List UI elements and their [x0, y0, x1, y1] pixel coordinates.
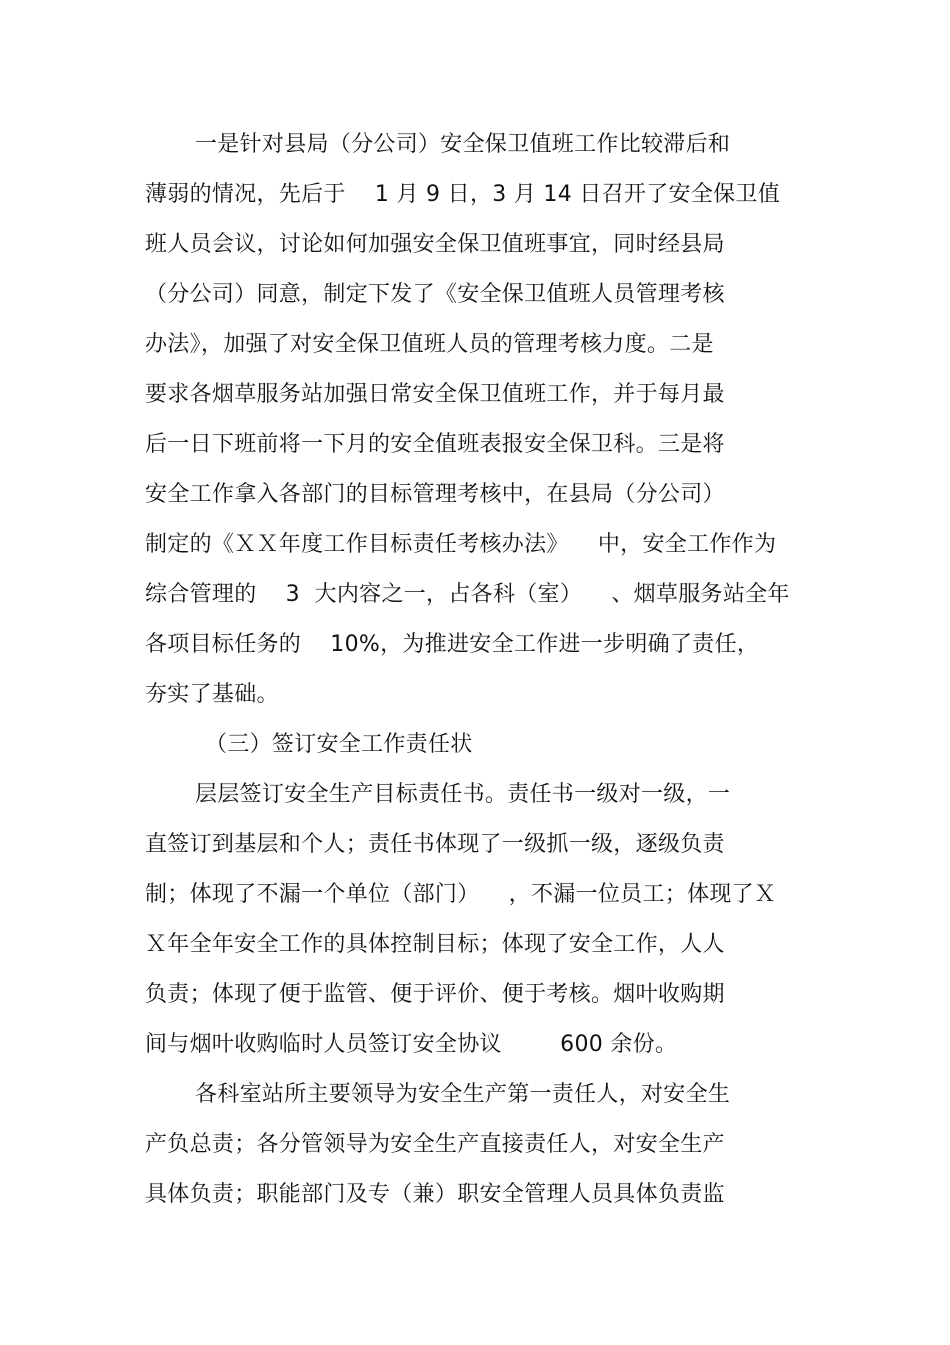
- paragraph-line-15: 直签订到基层和个人；责任书体现了一级抓一级，逐级负责: [145, 832, 725, 857]
- section-heading: （三）签订安全工作责任状: [205, 732, 473, 757]
- paragraph-line-21: 产负总责；各分管领导为安全生产直接责任人，对安全生产: [145, 1132, 725, 1157]
- paragraph-line-10: 综合管理的 3 大内容之一，占各科（室） 、烟草服务站全年: [145, 582, 790, 607]
- paragraph-line-6: 要求各烟草服务站加强日常安全保卫值班工作，并于每月最: [145, 382, 725, 407]
- paragraph-line-22: 具体负责；职能部门及专（兼）职安全管理人员具体负责监: [145, 1182, 725, 1207]
- paragraph-line-3: 班人员会议，讨论如何加强安全保卫值班事宜，同时经县局: [145, 232, 725, 257]
- paragraph-line-14: 层层签订安全生产目标责任书。责任书一级对一级，一: [195, 782, 731, 807]
- paragraph-line-7: 后一日下班前将一下月的安全值班表报安全保卫科。三是将: [145, 432, 725, 457]
- paragraph-line-20: 各科室站所主要领导为安全生产第一责任人，对安全生: [195, 1082, 731, 1107]
- paragraph-line-18: 负责；体现了便于监管、便于评价、便于考核。烟叶收购期: [145, 982, 725, 1007]
- paragraph-line-1: 一是针对县局（分公司）安全保卫值班工作比较滞后和: [195, 132, 731, 157]
- paragraph-line-17: Ｘ年全年安全工作的具体控制目标；体现了安全工作，人人: [145, 932, 725, 957]
- paragraph-line-11: 各项目标任务的 10%，为推进安全工作进一步明确了责任，: [145, 632, 760, 657]
- paragraph-line-16: 制；体现了不漏一个单位（部门） ，不漏一位员工；体现了Ｘ: [145, 882, 777, 907]
- paragraph-line-4: （分公司）同意，制定下发了《安全保卫值班人员管理考核: [145, 282, 725, 307]
- paragraph-line-8: 安全工作拿入各部门的目标管理考核中，在县局（分公司）: [145, 482, 725, 507]
- paragraph-line-12: 夯实了基础。: [145, 682, 279, 707]
- paragraph-line-9: 制定的《ＸＸ年度工作目标责任考核办法》 中，安全工作作为: [145, 532, 777, 557]
- paragraph-line-5: 办法》，加强了对安全保卫值班人员的管理考核力度。二是: [145, 332, 714, 357]
- paragraph-line-2: 薄弱的情况，先后于 1 月 9 日，3 月 14 日召开了安全保卫值: [145, 182, 781, 207]
- paragraph-line-19: 间与烟叶收购临时人员签订安全协议 600 余份。: [145, 1032, 678, 1057]
